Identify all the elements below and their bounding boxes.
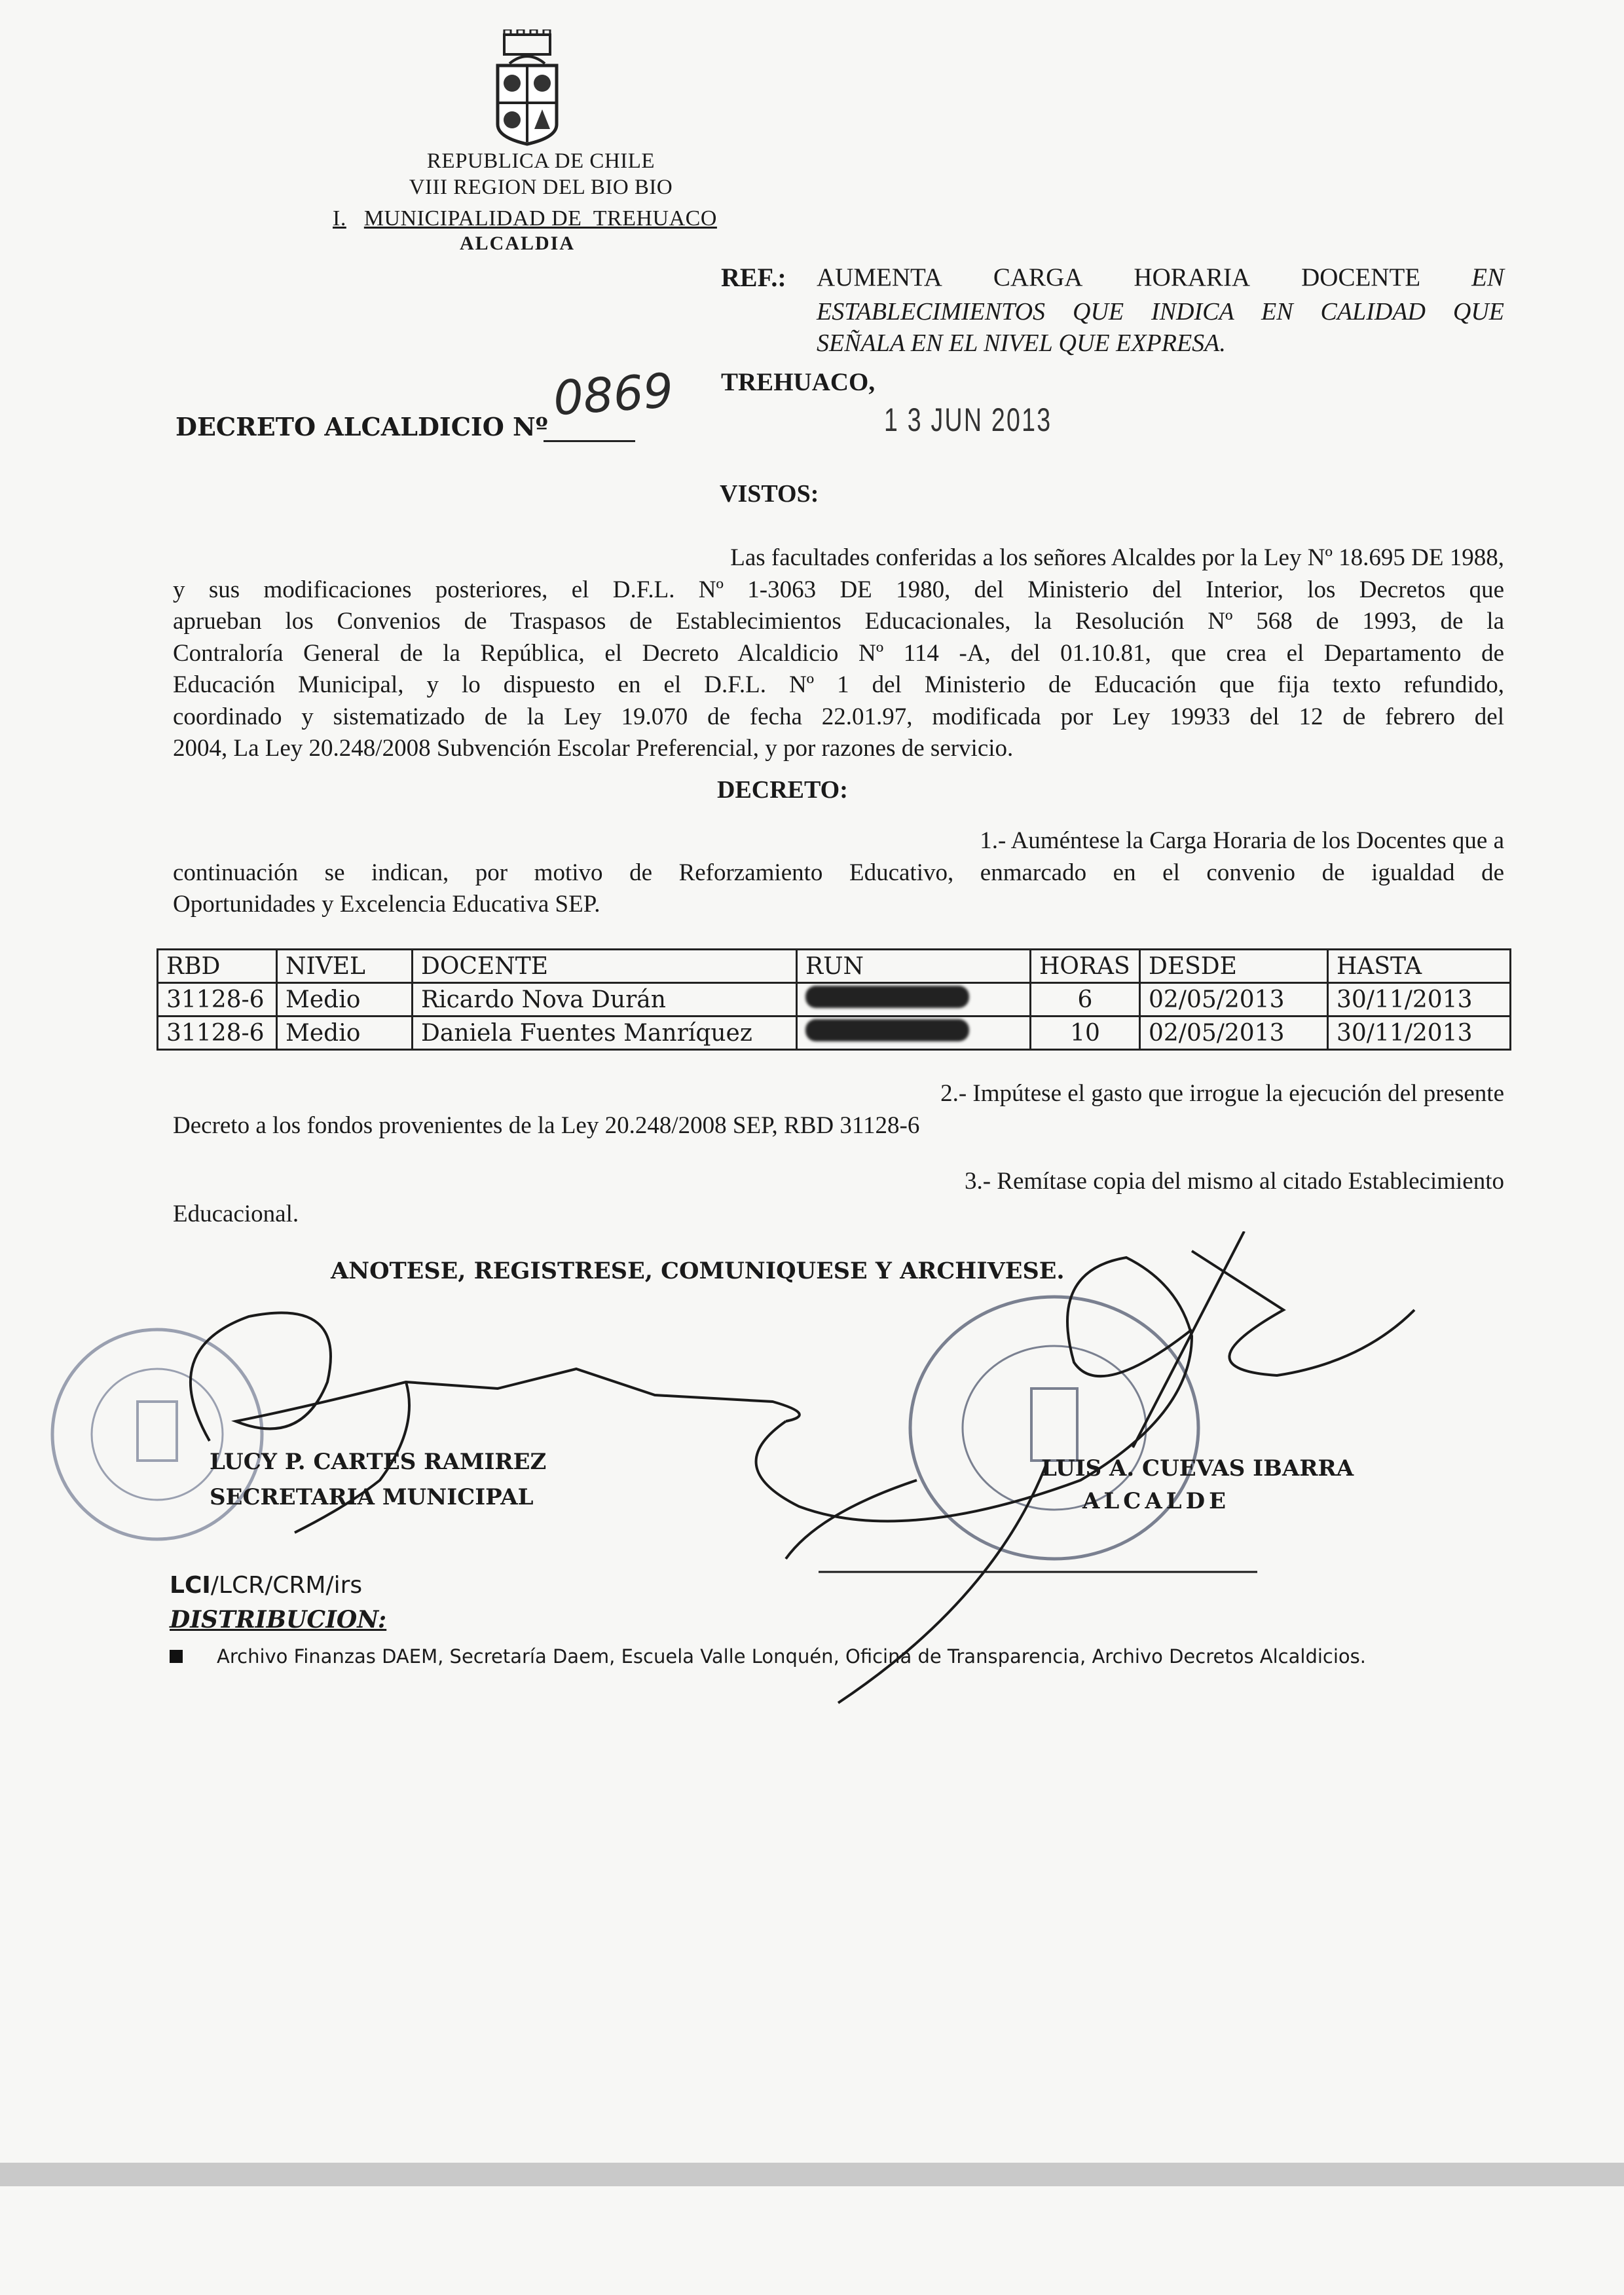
item-2-line: 2.- Impútese el gasto que irrogue la ejecución del presente [940,1080,1504,1107]
cell-rbd: 31128-6 [158,983,277,1017]
header-municipalidad [333,206,791,231]
scan-edge-band [0,2163,1624,2186]
distribucion-title: DISTRIBUCION: [170,1606,387,1633]
col-desde: DESDE [1140,950,1328,983]
ref-word: AUMENTA [817,263,942,291]
municipal-crest-logo [491,29,563,151]
docentes-table [157,948,1511,1051]
vistos-line: aprueban los Convenios de Traspasos de Establecimientos Educacionales, la Resolución Nº 568 de 1993, de la [173,608,1504,635]
redaction-mark [805,1019,969,1041]
decreto-title: DECRETO: [717,776,848,804]
header-prefix: I. [333,206,346,231]
item-1-line: Oportunidades y Excelencia Educativa SEP. [173,891,600,918]
alcalde-name: LUIS A. CUEVAS IBARRA [1041,1455,1354,1482]
vistos-line: coordinado y sistematizado de la Ley 19.070 de fecha 22.01.97, modificada por Ley 19933 del 12 de febrero del [173,703,1504,730]
alcalde-title: ALCALDE [1082,1488,1230,1514]
secretaria-title: SECRETARIA MUNICIPAL [210,1484,534,1510]
decreto-item-2 [173,1078,1504,1142]
item-1-line: 1.- Auméntese la Carga Horaria de los Docentes que a [980,827,1504,854]
ref-line-3: SEÑALA EN EL NIVEL QUE EXPRESA. [817,329,1226,357]
ref-word: DOCENTE [1301,263,1421,291]
ref-word: CARGA [993,263,1083,291]
bullet-square-icon [170,1650,183,1663]
cell-docente: Ricardo Nova Durán [413,983,797,1017]
ref-line-2: ESTABLECIMIENTOS QUE INDICA EN CALIDAD QUE [817,298,1504,326]
redaction-mark [805,986,969,1008]
cell-rbd: 31128-6 [158,1017,277,1050]
secretaria-name: LUCY P. CARTES RAMIREZ [210,1449,547,1475]
col-docente: DOCENTE [413,950,797,983]
vistos-line: y sus modificaciones posteriores, el D.F.L. Nº 1-3063 DE 1980, del Ministerio del Interior, los Decretos que [173,576,1504,603]
item-1-line: continuación se indican, por motivo de Reforzamiento Educativo, enmarcado en el convenio de igualdad de [173,859,1504,886]
vistos-line: Contraloría General de la República, el Decreto Alcaldicio Nº 114 -A, del 01.10.81, que crea el Departamento de [173,639,1504,667]
header-republica: REPUBLICA DE CHILE [426,149,655,173]
ref-line-1 [817,262,1504,294]
cell-horas: 10 [1031,1017,1140,1050]
item-2-line: Decreto a los fondos provenientes de la Ley 20.248/2008 SEP, RBD 31128-6 [173,1111,920,1139]
cell-hasta: 30/11/2013 [1328,983,1511,1017]
initials [170,1572,362,1599]
vistos-line: Las facultades conferidas a los señores Alcaldes por la Ley Nº 18.695 DE 1988, [730,544,1504,571]
initials-bold: LCI [170,1572,211,1599]
cell-nivel: Medio [277,983,413,1017]
decree-number-handwritten: 0869 [551,362,675,426]
col-rbd: RBD [158,950,277,983]
table-row [158,983,1511,1017]
cell-run-redacted [797,983,1031,1017]
vistos-line: Educación Municipal, y lo dispuesto en el D.F.L. Nº 1 del Ministerio de Educación que fija texto refundido, [173,671,1504,698]
header-alcaldia: ALCALDIA [459,233,576,254]
decree-label: DECRETO ALCALDICIO Nº [175,412,548,441]
col-hasta: HASTA [1328,950,1511,983]
col-nivel: NIVEL [277,950,413,983]
closing-formula: ANOTESE, REGISTRESE, COMUNIQUESE Y ARCHIVESE. [331,1258,1065,1284]
handwritten-signatures [131,1231,1506,1821]
header-municipality-name: MUNICIPALIDAD DE TREHUACO [363,206,717,231]
table-row [158,1017,1511,1050]
item-3-line: 3.- Remítase copia del mismo al citado Establecimiento [964,1168,1504,1195]
decreto-item-1 [173,825,1504,921]
cell-nivel: Medio [277,1017,413,1050]
cell-desde: 02/05/2013 [1140,983,1328,1017]
header-region: VIII REGION DEL BIO BIO [409,176,673,199]
cell-desde: 02/05/2013 [1140,1017,1328,1050]
date-stamp: 1 3 JUN 2013 [884,401,1052,438]
vistos-line: 2004, La Ley 20.248/2008 Subvención Escolar Preferencial, y por razones de servicio. [173,735,1014,762]
item-3-line: Educacional. [173,1201,299,1227]
vistos-paragraph [173,542,1504,765]
col-run: RUN [797,950,1031,983]
vistos-title: VISTOS: [720,480,819,508]
ref-label: REF.: [721,263,786,292]
col-horas: HORAS [1031,950,1140,983]
cell-run-redacted [797,1017,1031,1050]
cell-hasta: 30/11/2013 [1328,1017,1511,1050]
ref-word-en: EN [1471,263,1504,291]
place: TREHUACO, [721,368,876,396]
distribucion-text: Archivo Finanzas DAEM, Secretaría Daem, Escuela Valle Lonquén, Oficina de Transparencia, Archivo Decretos Alcaldicios. [217,1645,1366,1668]
decree-number-line [544,440,635,442]
cell-docente: Daniela Fuentes Manríquez [413,1017,797,1050]
table-header-row [158,950,1511,983]
initials-rest: /LCR/CRM/irs [210,1572,363,1599]
distribucion-item [170,1645,1366,1668]
ref-word: HORARIA [1134,263,1251,291]
cell-horas: 6 [1031,983,1140,1017]
